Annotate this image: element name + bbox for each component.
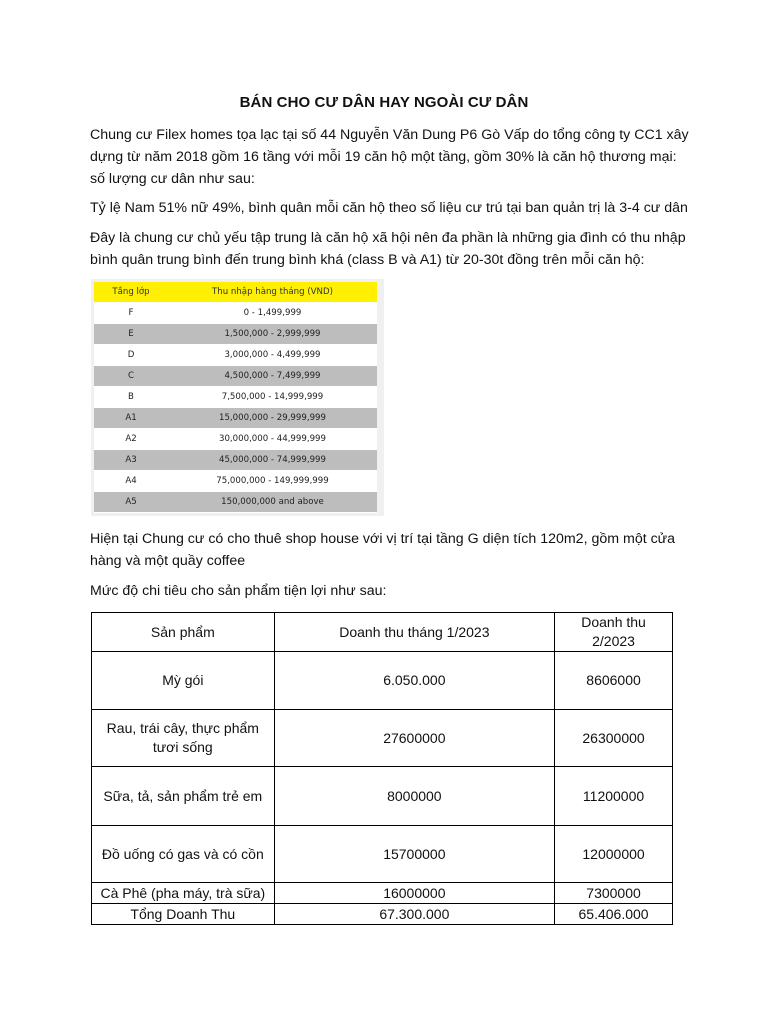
paragraph-spending-intro: Mức độ chi tiêu cho sản phẩm tiện lợi như sau:: [90, 583, 387, 599]
income-row: [94, 323, 377, 344]
product-cell: Rau, trái cây, thực phẩm tươi sống: [92, 710, 275, 767]
income-range-cell: 4,500,000 - 7,499,999: [168, 365, 377, 386]
income-range-cell: 1,500,000 - 2,999,999: [168, 323, 377, 344]
product-cell: Đồ uống có gas và có cồn: [92, 826, 275, 883]
income-range-cell: 30,000,000 - 44,999,999: [168, 428, 377, 449]
document-title: BÁN CHO CƯ DÂN HAY NGOÀI CƯ DÂN: [239, 94, 529, 111]
income-class-cell: F: [94, 302, 168, 323]
sales-header-row: [92, 613, 673, 652]
product-cell: Sữa, tả, sản phẩm trẻ em: [92, 767, 275, 826]
jan-revenue-cell: 16000000: [274, 883, 554, 904]
income-row: [94, 449, 377, 470]
sales-header-product: Sản phẩm: [92, 613, 275, 652]
jan-revenue-cell: 8000000: [274, 767, 554, 826]
paragraph-shophouse: Hiện tại Chung cư có cho thuê shop house với vị trí tại tầng G diện tích 120m2, gồm một cửa hàng và một quầy coffee: [90, 531, 676, 569]
income-range-cell: 45,000,000 - 74,999,999: [168, 449, 377, 470]
income-class-cell: B: [94, 386, 168, 407]
income-row: [94, 491, 377, 512]
income-row: [94, 386, 377, 407]
table-row: [92, 652, 673, 710]
income-header-class: Tầng lớp: [94, 282, 168, 302]
jan-revenue-cell: 6.050.000: [274, 652, 554, 710]
income-header-amount: Thu nhập hàng tháng (VND): [168, 282, 377, 302]
income-range-cell: 15,000,000 - 29,999,999: [168, 407, 377, 428]
paragraph-income-intro: Đây là chung cư chủ yếu tập trung là căn hộ xã hội nên đa phần là những gia đình có thu nhập bình quân trung bình đến trung bình khá (class B và A1) từ 20-30t đồng trên mỗi căn hộ:: [90, 230, 686, 268]
table-row: [92, 883, 673, 904]
feb-revenue-cell: 7300000: [555, 883, 673, 904]
total-label-cell: Tổng Doanh Thu: [92, 904, 275, 925]
paragraph-location: Chung cư Filex homes tọa lạc tại số 44 Nguyễn Văn Dung P6 Gò Vấp do tổng công ty CC1 xây dựng từ năm 2018 gồm 16 tầng với mỗi 19 căn hộ một tầng, gồm 30% là căn hộ thương mại: số lượng cư dân như sau:: [90, 127, 689, 187]
income-row: [94, 470, 377, 491]
sales-header-feb: Doanh thu 2/2023: [555, 613, 673, 652]
income-class-cell: A2: [94, 428, 168, 449]
income-range-cell: 150,000,000 and above: [168, 491, 377, 512]
income-range-cell: 7,500,000 - 14,999,999: [168, 386, 377, 407]
income-row: [94, 407, 377, 428]
income-class-cell: C: [94, 365, 168, 386]
feb-revenue-cell: 11200000: [555, 767, 673, 826]
jan-revenue-cell: 15700000: [274, 826, 554, 883]
table-row: [92, 767, 673, 826]
product-cell: Mỳ gói: [92, 652, 275, 710]
income-class-cell: A1: [94, 407, 168, 428]
total-row: [92, 904, 673, 925]
total-feb-cell: 65.406.000: [555, 904, 673, 925]
income-row: [94, 344, 377, 365]
sales-table: [91, 612, 673, 925]
income-range-cell: 75,000,000 - 149,999,999: [168, 470, 377, 491]
table-row: [92, 826, 673, 883]
income-row: [94, 302, 377, 323]
feb-revenue-cell: 26300000: [555, 710, 673, 767]
jan-revenue-cell: 27600000: [274, 710, 554, 767]
income-class-cell: D: [94, 344, 168, 365]
income-range-cell: 3,000,000 - 4,499,999: [168, 344, 377, 365]
total-jan-cell: 67.300.000: [274, 904, 554, 925]
sales-header-jan: Doanh thu tháng 1/2023: [274, 613, 554, 652]
income-row: [94, 365, 377, 386]
paragraph-gender-ratio: Tỷ lệ Nam 51% nữ 49%, bình quân mỗi căn hộ theo số liệu cư trú tại ban quản trị là 3-4 cư dân: [90, 200, 688, 216]
feb-revenue-cell: 12000000: [555, 826, 673, 883]
feb-revenue-cell: 8606000: [555, 652, 673, 710]
income-row: [94, 428, 377, 449]
product-cell: Cà Phê (pha máy, trà sữa): [92, 883, 275, 904]
income-range-cell: 0 - 1,499,999: [168, 302, 377, 323]
income-class-cell: E: [94, 323, 168, 344]
income-class-cell: A4: [94, 470, 168, 491]
income-class-cell: A3: [94, 449, 168, 470]
income-class-cell: A5: [94, 491, 168, 512]
income-class-table: [91, 279, 384, 516]
table-row: [92, 710, 673, 767]
